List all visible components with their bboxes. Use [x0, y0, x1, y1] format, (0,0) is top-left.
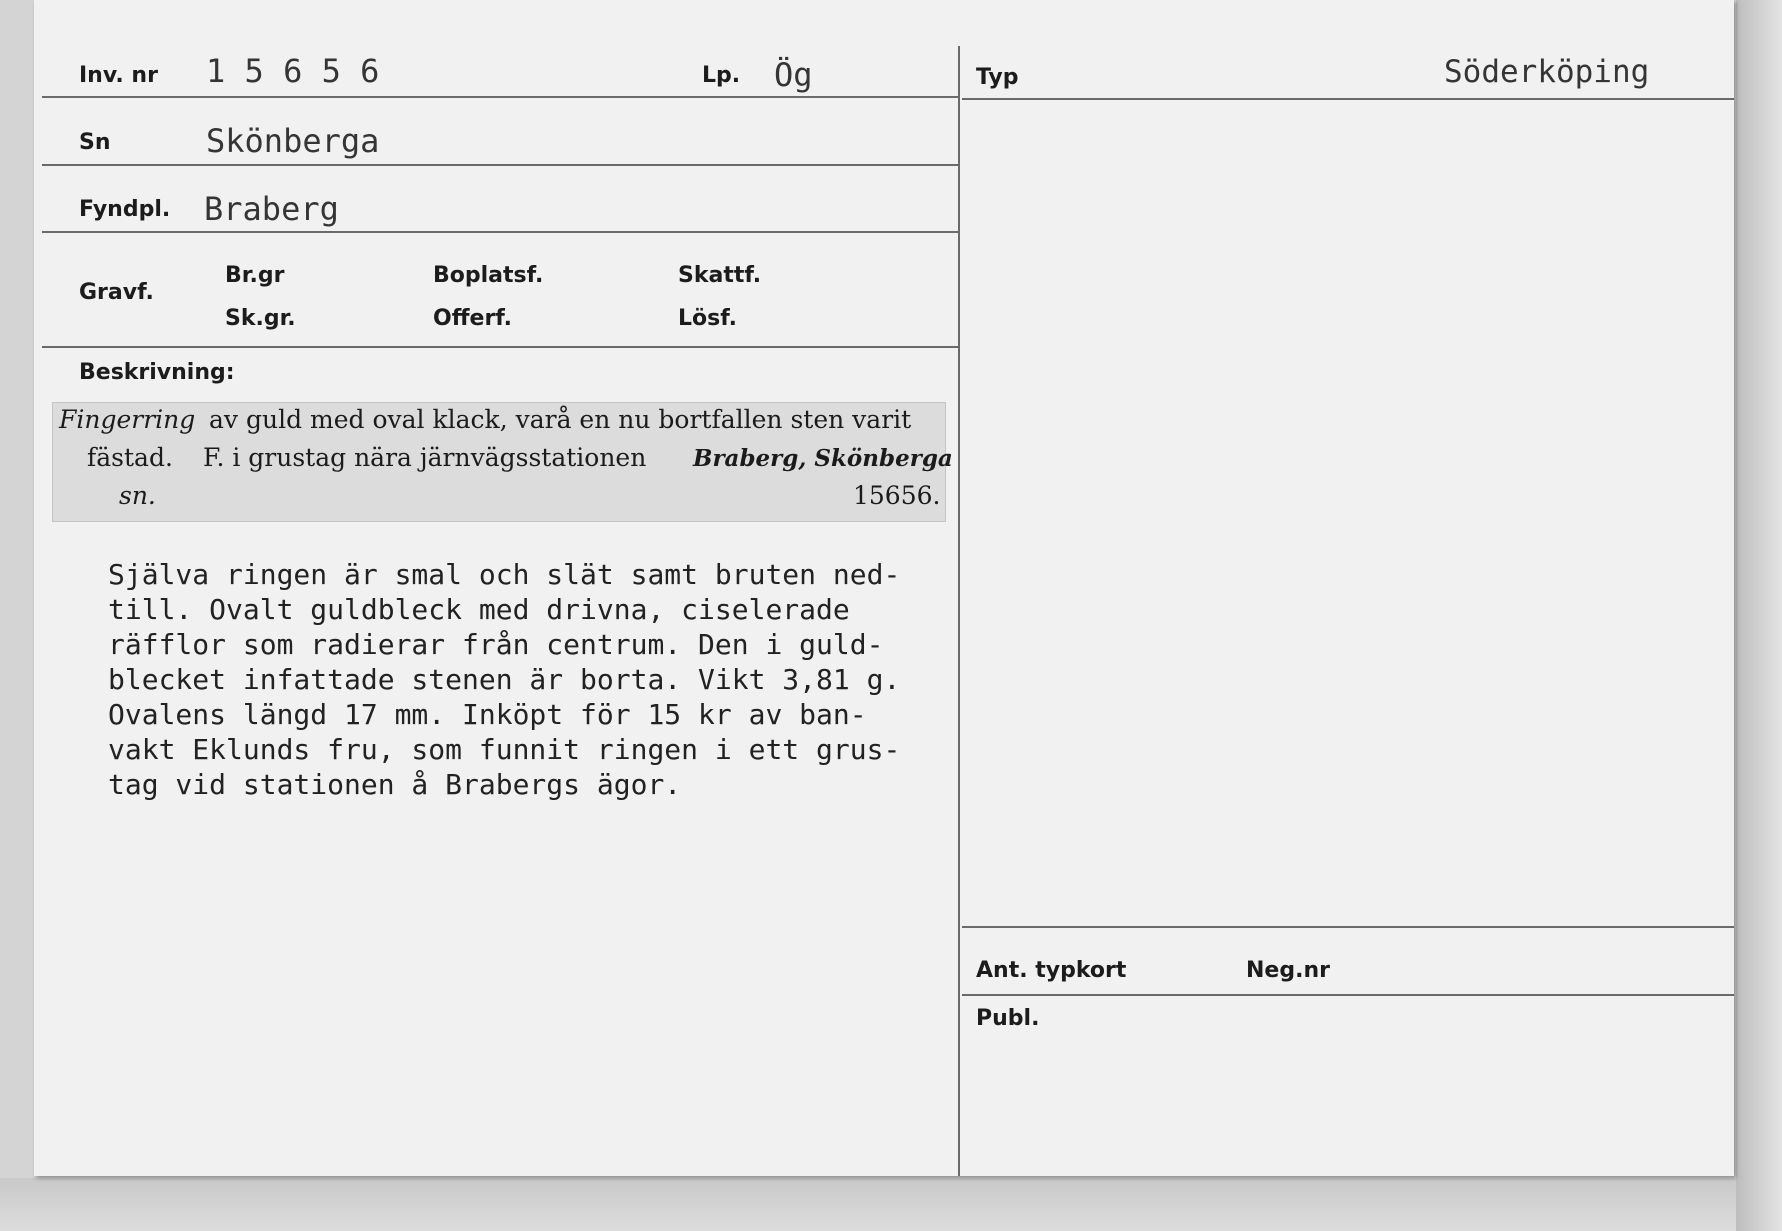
slip-line1-text: av guld med oval klack, varå en nu bortfallen sten varit: [209, 405, 912, 434]
scan-background-bottom: [0, 1178, 1782, 1231]
beskrivning-label: Beskrivning:: [79, 360, 235, 385]
rule-gravf: [42, 346, 960, 348]
sn-value: Skönberga: [206, 122, 380, 160]
skgr-label: Sk.gr.: [225, 306, 296, 331]
rule-header-right: [962, 98, 1734, 100]
description-line-5: Ovalens längd 17 mm. Inköpt för 15 kr av ban-: [108, 698, 867, 731]
fyndpl-label: Fyndpl.: [79, 197, 171, 222]
scan-background-right: [1736, 0, 1782, 1231]
publ-label: Publ.: [976, 1006, 1040, 1031]
lp-value: Ög: [774, 56, 813, 94]
inv-nr-value: 1 5 6 5 6: [206, 52, 380, 90]
slip-object-name: Fingerring: [59, 405, 196, 434]
description-line-1: Själva ringen är smal och slät samt bruten ned-: [108, 558, 901, 591]
brgr-label: Br.gr: [225, 263, 285, 288]
gravf-label: Gravf.: [79, 280, 154, 305]
rule-sn: [42, 164, 960, 166]
lp-label: Lp.: [702, 63, 741, 88]
sn-label: Sn: [79, 130, 111, 155]
slip-line3-sn: sn.: [119, 481, 156, 510]
description-line-2: till. Ovalt guldbleck med drivna, ciselerade: [108, 593, 850, 626]
inv-nr-label: Inv. nr: [79, 63, 158, 88]
rule-vertical-divider: [958, 46, 960, 1176]
description-line-7: tag vid stationen å Brabergs ägor.: [108, 768, 682, 801]
description-line-6: vakt Eklunds fru, som funnit ringen i ett grus-: [108, 733, 901, 766]
losf-label: Lösf.: [678, 306, 737, 331]
description-line-3: räfflor som radierar från centrum. Den i guld-: [108, 628, 884, 661]
boplatsf-label: Boplatsf.: [433, 263, 544, 288]
rule-publ-top: [962, 994, 1734, 996]
slip-line2-a: fästad.: [87, 443, 173, 472]
fyndpl-value: Braberg: [204, 190, 339, 228]
typ-place-value: Söderköping: [1444, 54, 1650, 90]
slip-line2-b: F. i grustag nära järnvägsstationen: [203, 443, 647, 472]
rule-fyndpl: [42, 231, 960, 233]
rule-ant-typkort-top: [962, 926, 1734, 928]
skattf-label: Skattf.: [678, 263, 762, 288]
offerf-label: Offerf.: [433, 306, 513, 331]
slip-line3-number: 15656.: [853, 481, 941, 510]
ant-typkort-label: Ant. typkort: [976, 958, 1127, 983]
typ-label: Typ: [976, 65, 1019, 90]
printed-catalog-slip: [52, 402, 953, 522]
rule-header-left: [42, 96, 960, 98]
slip-line2-place: Braberg, Skönberga: [693, 445, 953, 472]
description-line-4: blecket infattade stenen är borta. Vikt 3,81 g.: [108, 663, 901, 696]
neg-nr-label: Neg.nr: [1246, 958, 1330, 983]
